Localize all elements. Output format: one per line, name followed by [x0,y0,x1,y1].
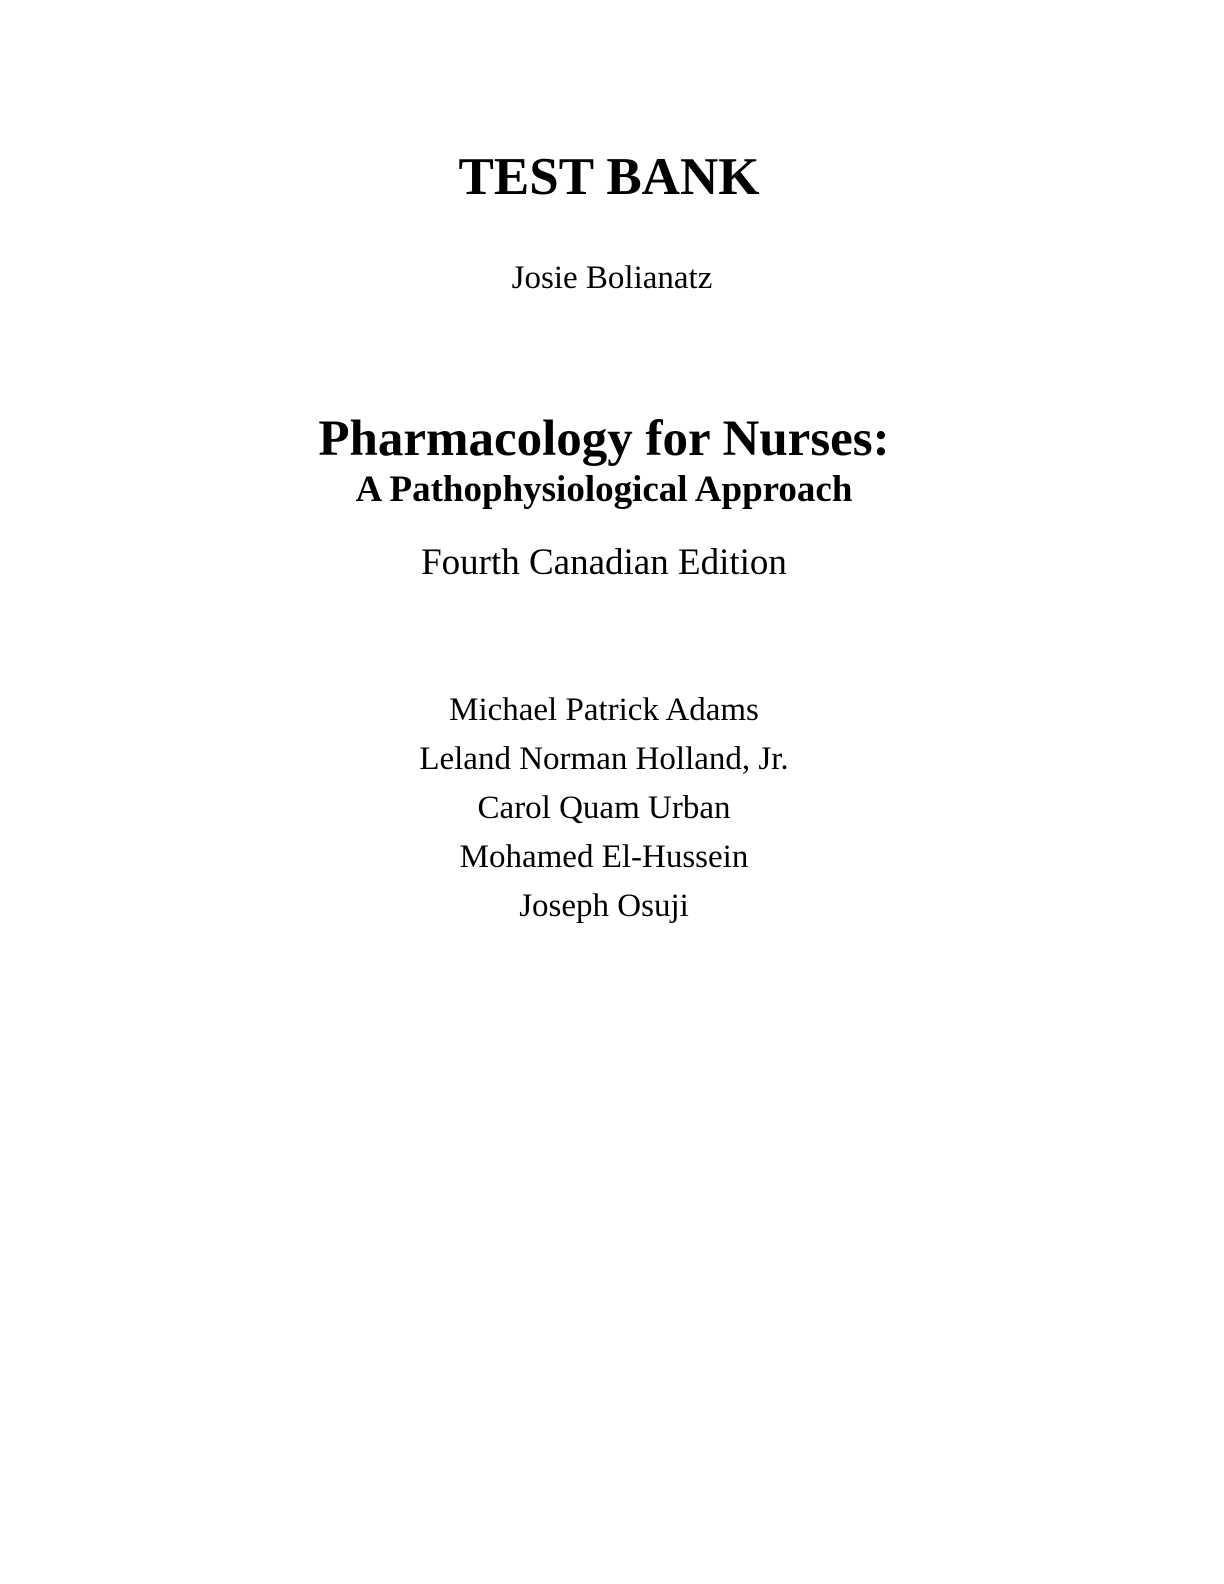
book-title: Pharmacology for Nurses: [318,411,890,467]
document-type-heading: TEST BANK [458,148,760,206]
test-bank-author: Josie Bolianatz [511,260,713,296]
author-name: Mohamed El-Hussein [459,839,749,875]
author-name: Michael Patrick Adams [449,692,759,728]
book-edition: Fourth Canadian Edition [421,542,787,583]
author-name: Leland Norman Holland, Jr. [419,741,789,777]
book-authors-list [0,686,1216,931]
book-subtitle: A Pathophysiological Approach [355,469,853,510]
author-name: Joseph Osuji [519,888,689,924]
author-name: Carol Quam Urban [477,790,731,826]
